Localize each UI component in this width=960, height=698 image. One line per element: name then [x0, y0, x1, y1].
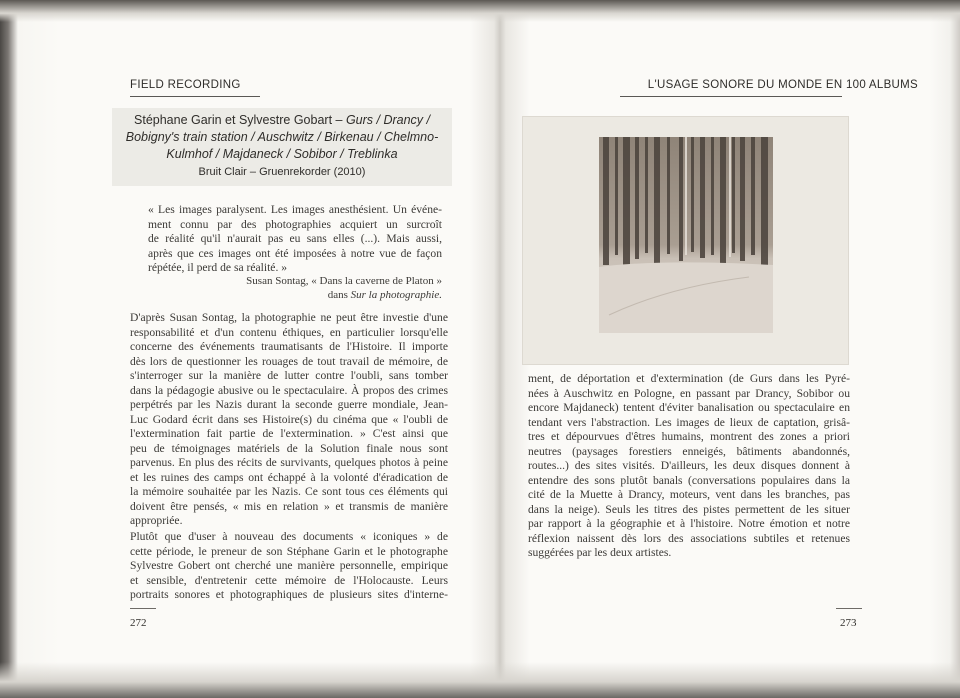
running-head-rule-right: [620, 96, 842, 97]
paragraph-line: ment, de déportation et d'extermination (de Gurs dans les Pyré-: [528, 372, 850, 385]
running-head-left: FIELD RECORDING: [130, 79, 241, 91]
attribution-prefix: dans: [327, 289, 351, 301]
quote-line: répétée, il perd de sa réalité. »: [148, 261, 288, 274]
page-number-right: 273: [840, 617, 857, 629]
quote-attribution: [246, 274, 442, 302]
album-artists: Stéphane Garin et Sylvestre Gobart –: [134, 113, 346, 127]
paragraph-line: nées à Auschwitz en Pologne, en passant par Drancy, Sobibor ou: [528, 386, 850, 400]
quote-line: ment connu par des photographies acquiert un surcroît: [148, 217, 442, 231]
paragraph-line: tendant vers l'abstraction. Les images de lieux de captation, grisâ-: [528, 415, 850, 429]
paragraph-line: Sylvestre Gobert ont cherché une manière personnelle, empirique: [130, 559, 448, 572]
album-title-line1: [112, 112, 452, 129]
paragraph-line: dès lors de questionner les rouages de tout travail de mémoire, de: [130, 354, 448, 368]
album-title-part1: Gurs / Drancy /: [345, 113, 430, 127]
attribution-line1: Susan Sontag, « Dans la caverne de Platon »: [246, 275, 442, 287]
quote-line: de réalité qu'il n'aurait pas eu sans elles (...). Mais aussi,: [148, 232, 442, 245]
paragraph-line: portraits sonores et photographiques de plusieurs sites d'interne-: [130, 588, 448, 601]
paragraph-line: routes...) des sites visités. D'ailleurs, les deux disques donnent à: [528, 459, 850, 472]
album-title-box: [112, 108, 452, 186]
album-publisher: Bruit Clair – Gruenrekorder (2010): [198, 166, 366, 178]
album-cover-photo-frame: [522, 116, 849, 365]
paragraph-line: responsabilité et d'un contenu éthiques, en particulier lorsqu'elle: [130, 325, 448, 339]
snowy-forest-image: [599, 137, 773, 333]
album-title-line2: Bobigny's train station / Auschwitz / Birkenau / Chelmno-: [125, 130, 439, 144]
paragraph-line: l'extermination fait partie de l'extermination. » C'est ainsi que: [130, 427, 448, 440]
paragraph-line: doivent être pensés, « mis en relation » et transmis de manière: [130, 499, 448, 513]
paragraph-line: appropriée.: [130, 514, 183, 527]
paragraph-line: et les ruines des camps ont échappé à la volonté d'éradication de: [130, 470, 448, 484]
paragraph-line: perpétrés par les Nazis durant la seconde guerre mondiale, Jean-: [130, 398, 448, 411]
bottom-shadow: [0, 662, 960, 698]
paragraph-line: entendre des sons plutôt banals (conversations populaires dans la: [528, 473, 850, 487]
right-body-paragraph: [528, 372, 850, 561]
album-title-line3: Kulmhof / Majdaneck / Sobibor / Treblinka: [166, 147, 398, 161]
paragraph-line: dans la pédagogie abusive ou le spectaculaire. À propos des crimes: [130, 383, 448, 397]
paragraph-line: D'après Susan Sontag, la photographie ne peut être investie d'une: [130, 311, 448, 324]
paragraph-line: par rapport à la géographie et à l'histoire. Notre émotion et notre: [528, 517, 850, 530]
epigraph-quote: [148, 203, 442, 276]
paragraph-line: tres et dépourvues d'êtres humains, montrent des zones a priori: [528, 430, 850, 443]
body-paragraph-1: [130, 311, 448, 529]
page-number-rule-right: [836, 608, 862, 609]
paragraph-line: s'interroger sur la manière de lutter contre l'oubli, sans tomber: [130, 369, 448, 382]
attribution-line2: [246, 288, 442, 302]
body-paragraph-2: [130, 530, 448, 603]
album-cover-photo: [599, 137, 773, 333]
paragraph-line: Luc Godard écrit dans ses Histoire(s) du cinéma que « l'oubli de: [130, 412, 448, 426]
paragraph-line: la mémoire souhaitée par les Nazis. Ce sont tous ces éléments qui: [130, 485, 448, 498]
paragraph-line: suggérées par les deux artistes.: [528, 546, 672, 559]
quote-line: « Les images paralysent. Les images anesthésient. Un événe-: [148, 203, 442, 216]
paragraph-line: Plutôt que d'user à nouveau des documents « iconiques » de: [130, 530, 448, 543]
running-head-right: L'USAGE SONORE DU MONDE EN 100 ALBUMS: [647, 79, 918, 91]
running-head-rule-left: [130, 96, 260, 97]
paragraph-line: et sensible, d'entretenir cette mémoire de l'Holocauste. Leurs: [130, 573, 448, 587]
paragraph-line: parvenus. En plus des récits de survivants, quelques photos à peine: [130, 456, 448, 469]
page-number-rule-left: [130, 608, 156, 609]
paragraph-line: encore Majdaneck) tentent d'éviter banalisation ou spectaculaire en: [528, 401, 850, 414]
paragraph-line: cité de la Muette à Drancy, moteurs, vent dans les branches, pas: [528, 488, 850, 501]
page-number-left: 272: [130, 617, 147, 629]
paragraph-line: réflexion naissent dès lors des associations subtiles et retenues: [528, 531, 850, 545]
paragraph-line: dans la neige). Seuls les titres des pistes permettent de les situer: [528, 502, 850, 516]
paragraph-line: cette période, le preneur de son Stéphane Garin et le photographe: [130, 544, 448, 558]
quote-line: après que ces images ont été imposées à notre vue de façon: [148, 246, 442, 260]
paragraph-line: neutres (paysages forestiers enneigés, bâtiments abandonnés,: [528, 444, 850, 458]
attribution-book-title: Sur la photographie.: [350, 289, 442, 301]
paragraph-line: peu de témoignages matériels de la Solution finale nous sont: [130, 441, 448, 455]
paragraph-line: concerne des événements traumatisants de l'Histoire. Il importe: [130, 340, 448, 353]
